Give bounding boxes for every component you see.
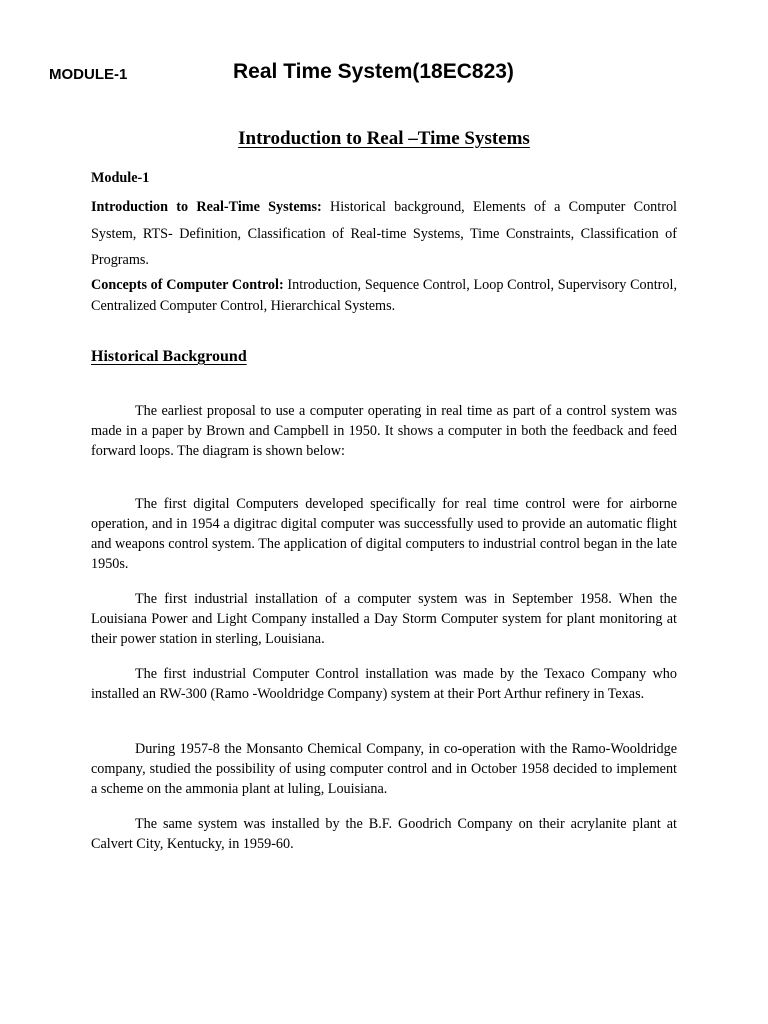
syllabus-intro-text: Historical background, Elements of a Computer Control System, RTS- Definition, Classification of Real-time Systems, Time Constraints, Classification of Programs. [91,199,677,268]
document-title-text: Introduction to Real –Time Systems [238,128,530,149]
section-heading: Historical Background [91,348,247,365]
syllabus-concepts-label: Concepts of Computer Control: [91,277,284,293]
paragraph: During 1957-8 the Monsanto Chemical Company, in co-operation with the Ramo-Wooldridge company, studied the possibility of using computer control and in October 1958 decided to implement a scheme on the ammonia plant at luling, Louisiana. [91,741,677,797]
paragraph: The earliest proposal to use a computer operating in real time as part of a control system was made in a paper by Brown and Campbell in 1950. It shows a computer in both the feedback and feed forward loops. The diagram is shown below: [91,403,677,459]
paragraph: The first industrial Computer Control installation was made by the Texaco Company who installed an RW-300 (Ramo -Wooldridge Company) system at their Port Arthur refinery in Texas. [91,666,677,702]
course-title: Real Time System(18EC823) [233,60,514,83]
document-title [0,128,768,150]
paragraph: The first digital Computers developed specifically for real time control were for airborne operation, and in 1954 a digitrac digital computer was successfully used to provide an automatic flight and weapons control system. The application of digital computers to industrial control began in the late 1950s. [91,496,678,572]
syllabus-intro [91,194,677,274]
syllabus-concepts-text: Introduction, Sequence Control, Loop Control, Supervisory Control, Centralized Computer Control, Hierarchical Systems. [91,277,677,314]
module-header-label: MODULE-1 [49,66,128,83]
syllabus-concepts [91,275,677,317]
paragraph: The same system was installed by the B.F. Goodrich Company on their acrylanite plant at Calvert City, Kentucky, in 1959-60. [91,816,677,852]
syllabus-intro-label: Introduction to Real-Time Systems: [91,199,322,215]
module-label: Module-1 [91,170,150,186]
paragraph: The first industrial installation of a computer system was in September 1958. When the Louisiana Power and Light Company installed a Day Storm Computer system for plant monitoring at their power station in sterling, Louisiana. [91,591,677,647]
